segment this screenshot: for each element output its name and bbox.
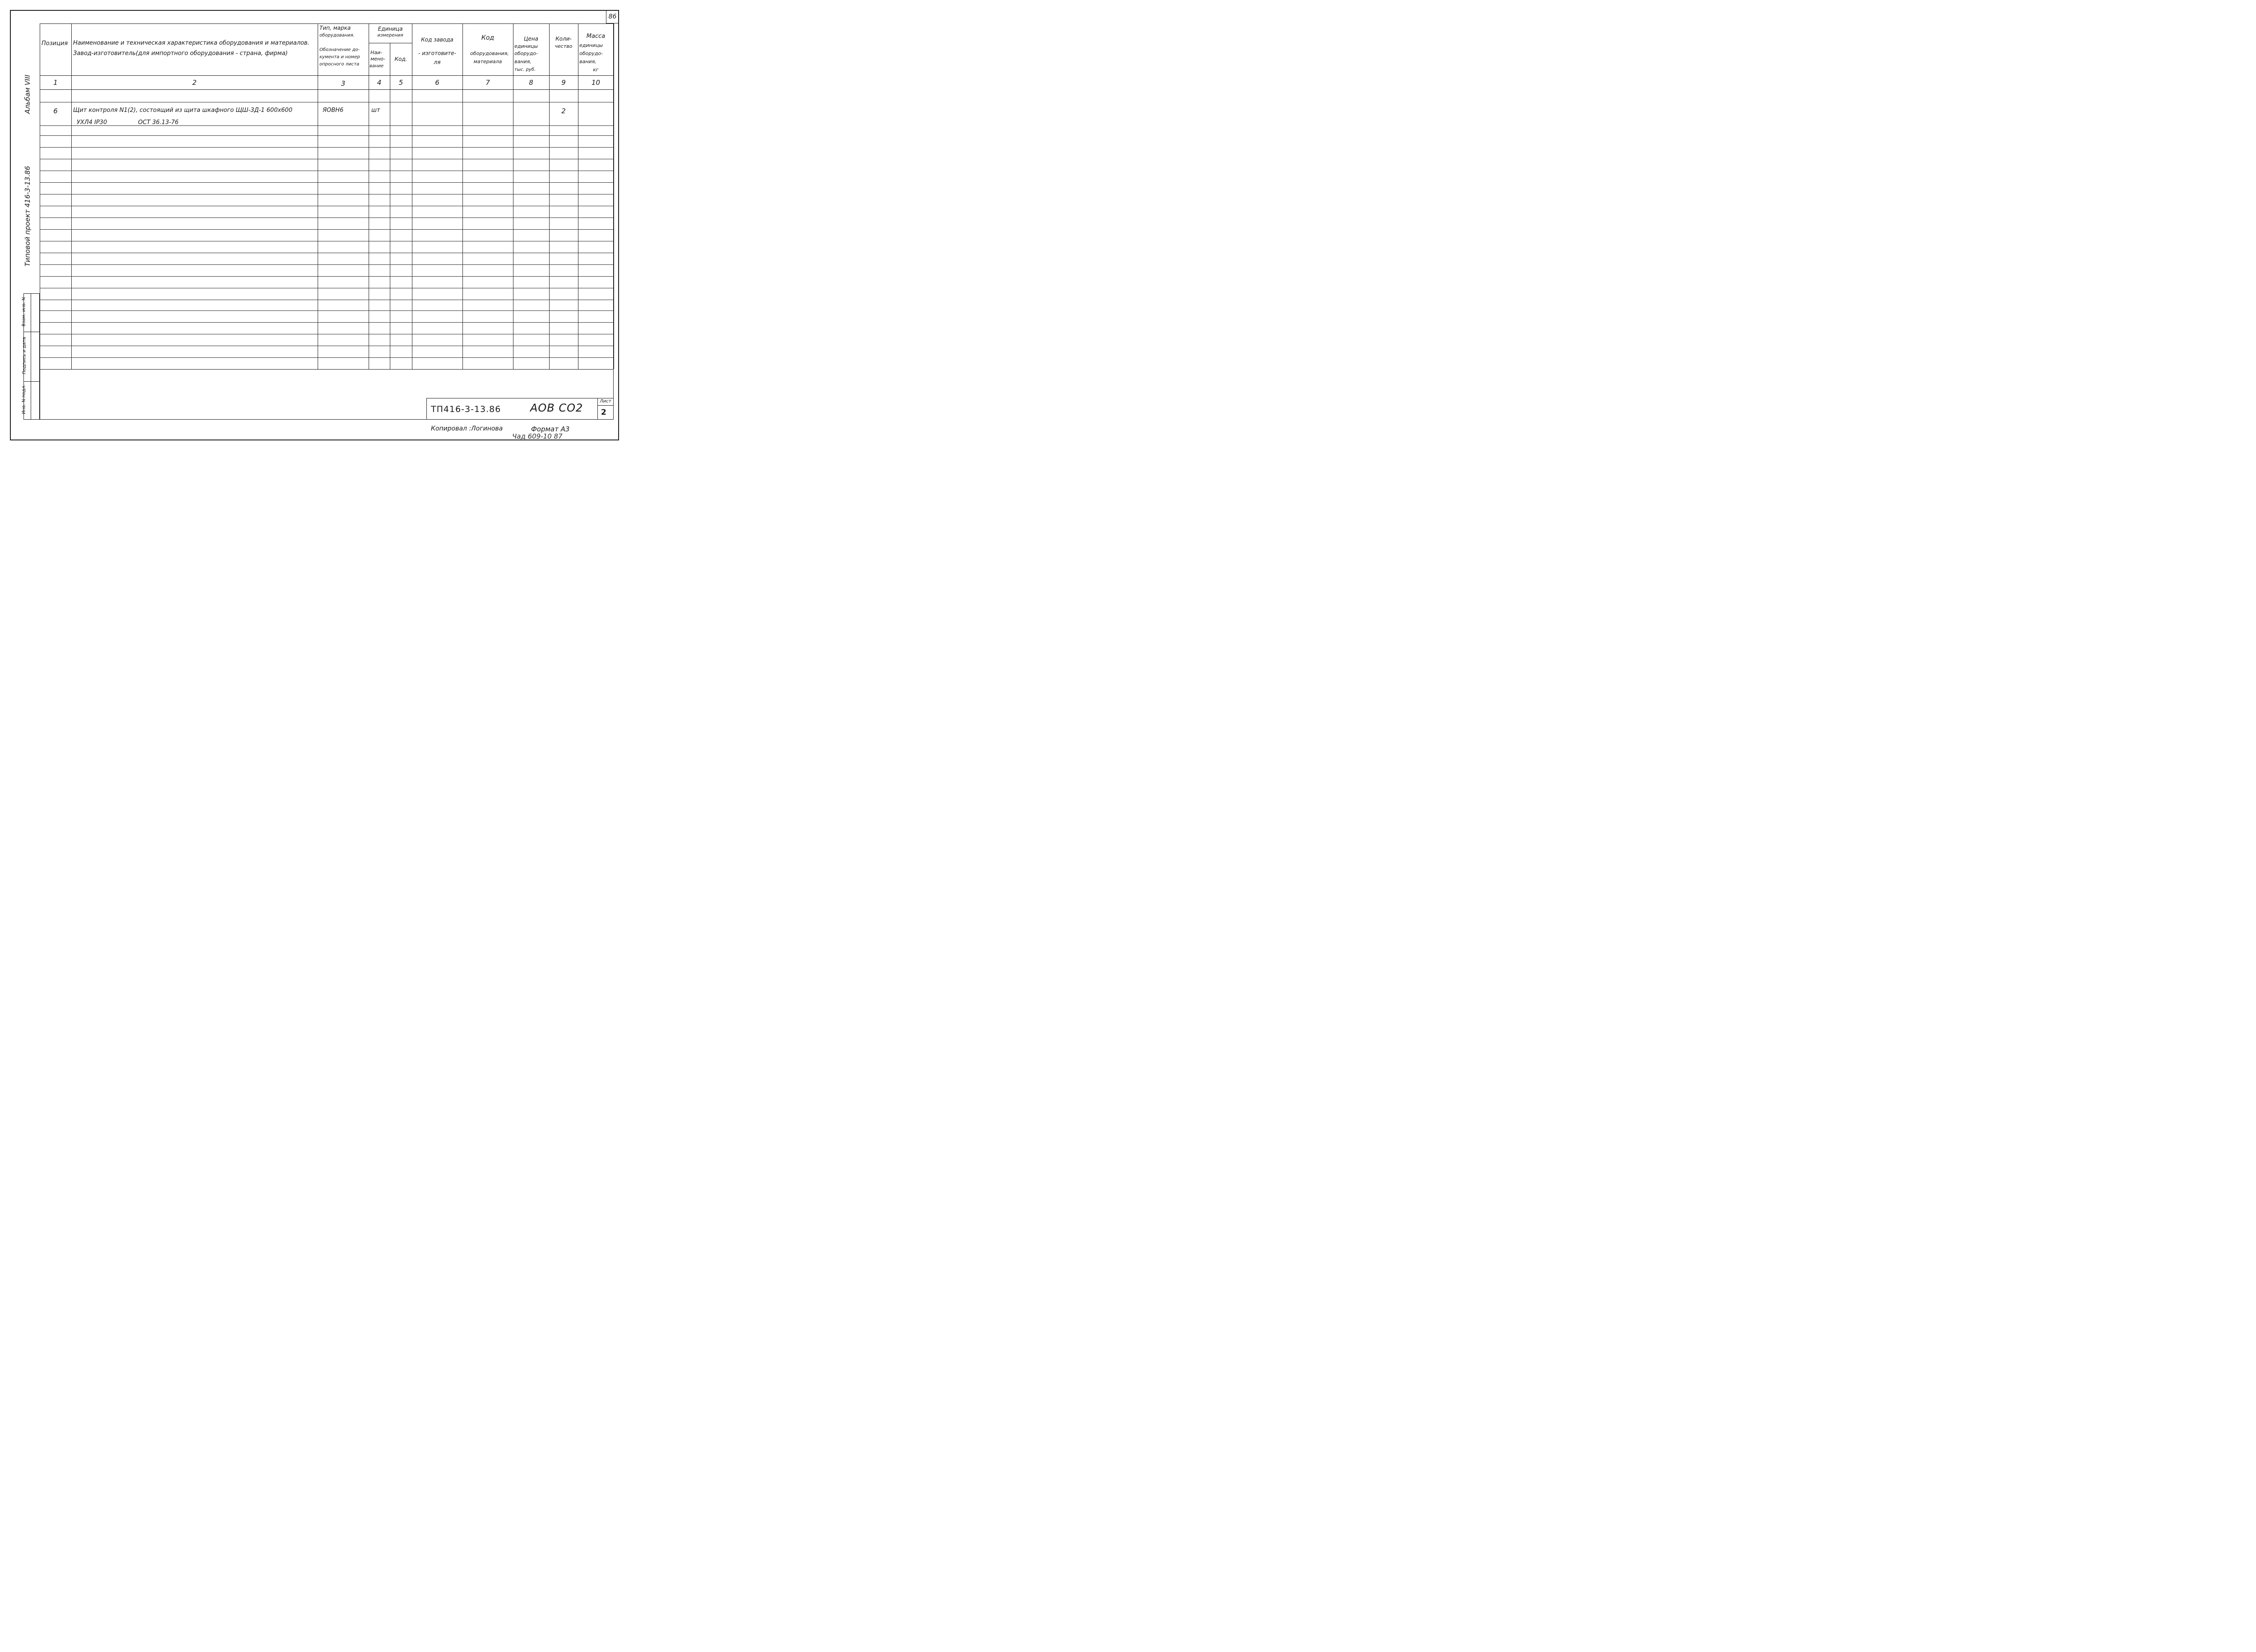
project-label: Типовой проект 416-3-13.86 bbox=[23, 166, 32, 267]
colnum-8: 8 bbox=[529, 79, 533, 87]
header-type-line1: Тип, марка bbox=[319, 25, 351, 31]
header-equipment-code-line1: Код bbox=[481, 34, 495, 42]
header-type-line2: оборудования. bbox=[319, 33, 355, 38]
header-factory-code-line2: - изготовите- bbox=[418, 50, 456, 56]
header-price-line1: Цена bbox=[524, 36, 538, 42]
row-name-std: ОСТ 36.13-76 bbox=[138, 119, 179, 126]
header-equipment-code-line3: материала bbox=[473, 59, 502, 65]
header-unit-name-line2: мено- bbox=[370, 56, 385, 62]
header-unit-group-line2: измерения bbox=[377, 33, 403, 38]
album-label: Альбам VIII bbox=[23, 74, 32, 114]
row-name-line1: Щит контроля N1(2), состоящий из щита шкафного ЩШ-3Д-1 600х600 bbox=[73, 107, 292, 114]
header-quantity-line1: Коли- bbox=[555, 36, 572, 42]
header-mass-line1: Масса bbox=[586, 33, 606, 40]
header-quantity-line2: чество bbox=[555, 43, 573, 49]
header-mass-line5: кг bbox=[593, 67, 599, 73]
header-mass-line3: оборудо- bbox=[579, 51, 603, 56]
header-type-line4: кумента и номер bbox=[319, 55, 360, 60]
header-mass-line2: единицы bbox=[579, 42, 603, 48]
colnum-5: 5 bbox=[398, 79, 403, 87]
header-unit-name-line3: вание bbox=[370, 64, 384, 69]
colnum-9: 9 bbox=[561, 79, 566, 87]
header-price-line3: оборудо- bbox=[514, 51, 538, 56]
row-name-line2: УХЛ4 IР30 bbox=[77, 119, 107, 126]
header-factory-code-line3: ля bbox=[434, 59, 441, 65]
header-price-line4: вания, bbox=[514, 59, 532, 65]
format-label: Формат А3 bbox=[531, 425, 570, 433]
colnum-2: 2 bbox=[192, 79, 197, 87]
podpis-data-label: Подпись и дата bbox=[22, 337, 27, 375]
colnum-7: 7 bbox=[485, 79, 490, 87]
row-quantity: 2 bbox=[561, 107, 566, 115]
header-price-line2: единицы bbox=[514, 43, 538, 49]
row-unit-name: шт bbox=[371, 107, 380, 114]
vzam-inv-label: Взам. инв. N bbox=[21, 297, 27, 327]
inv-podl-label: Инв. N подл. bbox=[21, 384, 27, 415]
colnum-4: 4 bbox=[377, 79, 382, 87]
header-type-line3: Обозначение до- bbox=[319, 47, 360, 52]
row-position: 6 bbox=[53, 107, 58, 115]
sheet-number: 86 bbox=[608, 13, 617, 20]
header-unit-code: Код. bbox=[394, 56, 407, 62]
order-number: Чад 609-10 87 bbox=[512, 432, 563, 440]
colnum-6: 6 bbox=[435, 79, 439, 87]
colnum-10: 10 bbox=[591, 79, 601, 87]
header-mass-line4: вания, bbox=[579, 59, 596, 65]
header-factory-code-line1: Код завода bbox=[421, 37, 453, 43]
header-price-line5: тыс. руб. bbox=[514, 67, 536, 72]
row-type-mark: ЯОВН6 bbox=[323, 107, 344, 114]
copied-by: Копировал :Логинова bbox=[431, 425, 503, 432]
header-position: Позиция bbox=[42, 40, 68, 47]
colnum-3: 3 bbox=[341, 79, 346, 88]
sheet-label: Лист bbox=[600, 399, 611, 404]
sheet-value: 2 bbox=[601, 408, 606, 417]
header-name-line2: Завод-изготовитель(для импортного оборудования - страна, фирма) bbox=[73, 50, 288, 57]
header-equipment-code-line2: оборудования, bbox=[470, 51, 509, 56]
header-name-line1: Наименование и техническая характеристика оборудования и материалов. bbox=[73, 40, 310, 46]
colnum-1: 1 bbox=[53, 79, 58, 87]
doc-code: ТП416-3-13.86 bbox=[431, 404, 501, 414]
header-unit-name-line1: Наи- bbox=[370, 50, 383, 56]
header-type-line5: опросного листа bbox=[319, 62, 360, 67]
doc-mark: АОВ СО2 bbox=[530, 402, 583, 414]
header-unit-group-line1: Единица bbox=[378, 26, 403, 32]
